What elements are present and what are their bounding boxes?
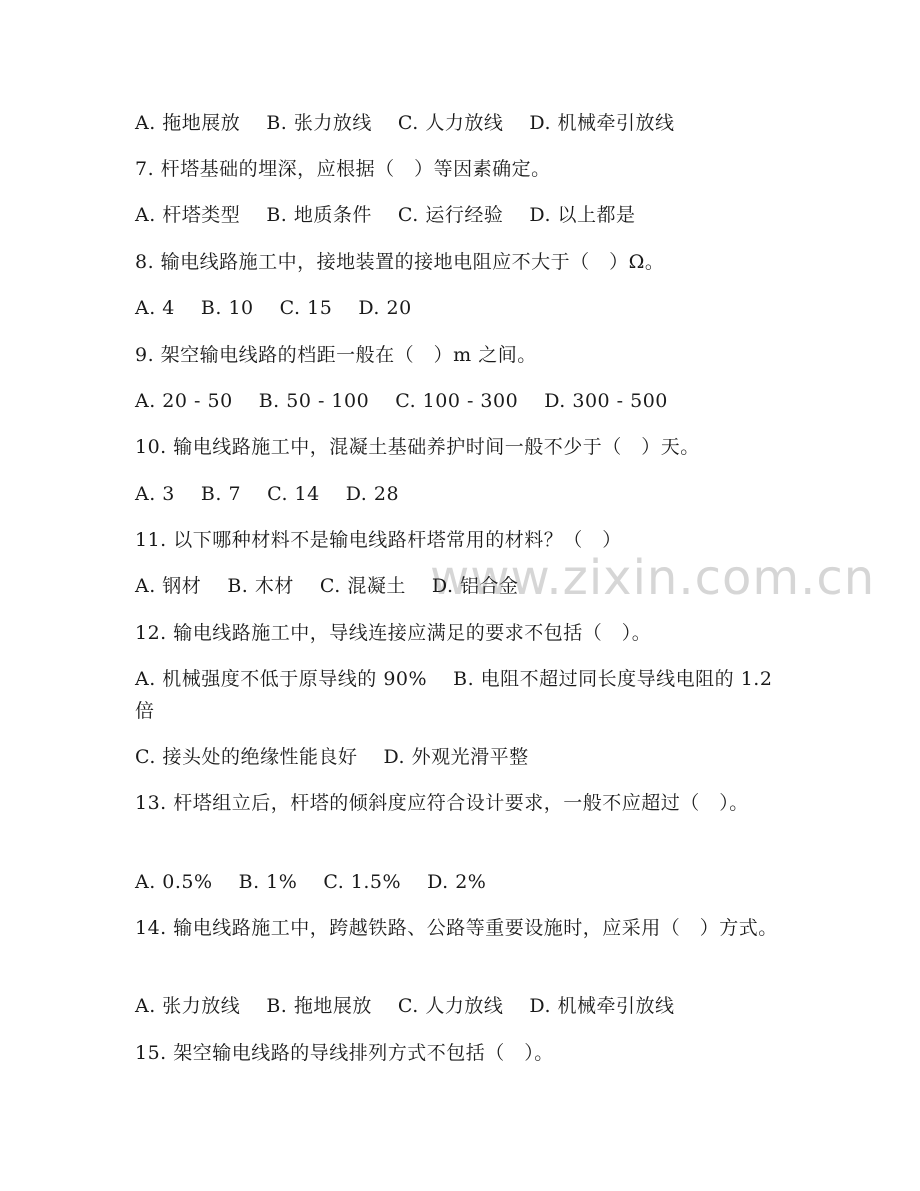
question-9: 9. 架空输电线路的档距一般在（ ）m 之间。 xyxy=(135,344,537,366)
question-15: 15. 架空输电线路的导线排列方式不包括（ ）。 xyxy=(135,1042,554,1064)
question-14: 14. 输电线路施工中，跨越铁路、公路等重要设施时，应采用（ ）方式。 xyxy=(135,917,778,939)
question-12-options-cd: C. 接头处的绝缘性能良好 D. 外观光滑平整 xyxy=(135,746,529,768)
watermark: www.zixin.com.cn xyxy=(430,550,876,606)
question-12-options-ab: A. 机械强度不低于原导线的 90% B. 电阻不超过同长度导线电阻的 1.2 倍 xyxy=(135,668,779,722)
question-10: 10. 输电线路施工中，混凝土基础养护时间一般不少于（ ）天。 xyxy=(135,436,700,458)
question-9-options: A. 20 - 50 B. 50 - 100 C. 100 - 300 D. 300 - 500 xyxy=(135,390,668,412)
question-10-options: A. 3 B. 7 C. 14 D. 28 xyxy=(135,483,400,505)
question-11-options: A. 钢材 B. 木材 C. 混凝土 D. 铝合金 xyxy=(135,575,519,597)
question-8-options: A. 4 B. 10 C. 15 D. 20 xyxy=(135,297,412,319)
question-6-options: A. 拖地展放 B. 张力放线 C. 人力放线 D. 机械牵引放线 xyxy=(135,112,675,134)
question-8: 8. 输电线路施工中，接地装置的接地电阻应不大于（ ）Ω。 xyxy=(135,251,665,273)
question-12: 12. 输电线路施工中，导线连接应满足的要求不包括（ ）。 xyxy=(135,622,652,644)
question-7-options: A. 杆塔类型 B. 地质条件 C. 运行经验 D. 以上都是 xyxy=(135,204,636,226)
question-13: 13. 杆塔组立后，杆塔的倾斜度应符合设计要求，一般不应超过（ ）。 xyxy=(135,792,749,814)
question-13-options: A. 0.5% B. 1% C. 1.5% D. 2% xyxy=(135,871,487,893)
question-14-options: A. 张力放线 B. 拖地展放 C. 人力放线 D. 机械牵引放线 xyxy=(135,995,675,1017)
question-7: 7. 杆塔基础的埋深，应根据（ ）等因素确定。 xyxy=(135,158,551,180)
question-11: 11. 以下哪种材料不是输电线路杆塔常用的材料？（ ） xyxy=(135,529,622,551)
